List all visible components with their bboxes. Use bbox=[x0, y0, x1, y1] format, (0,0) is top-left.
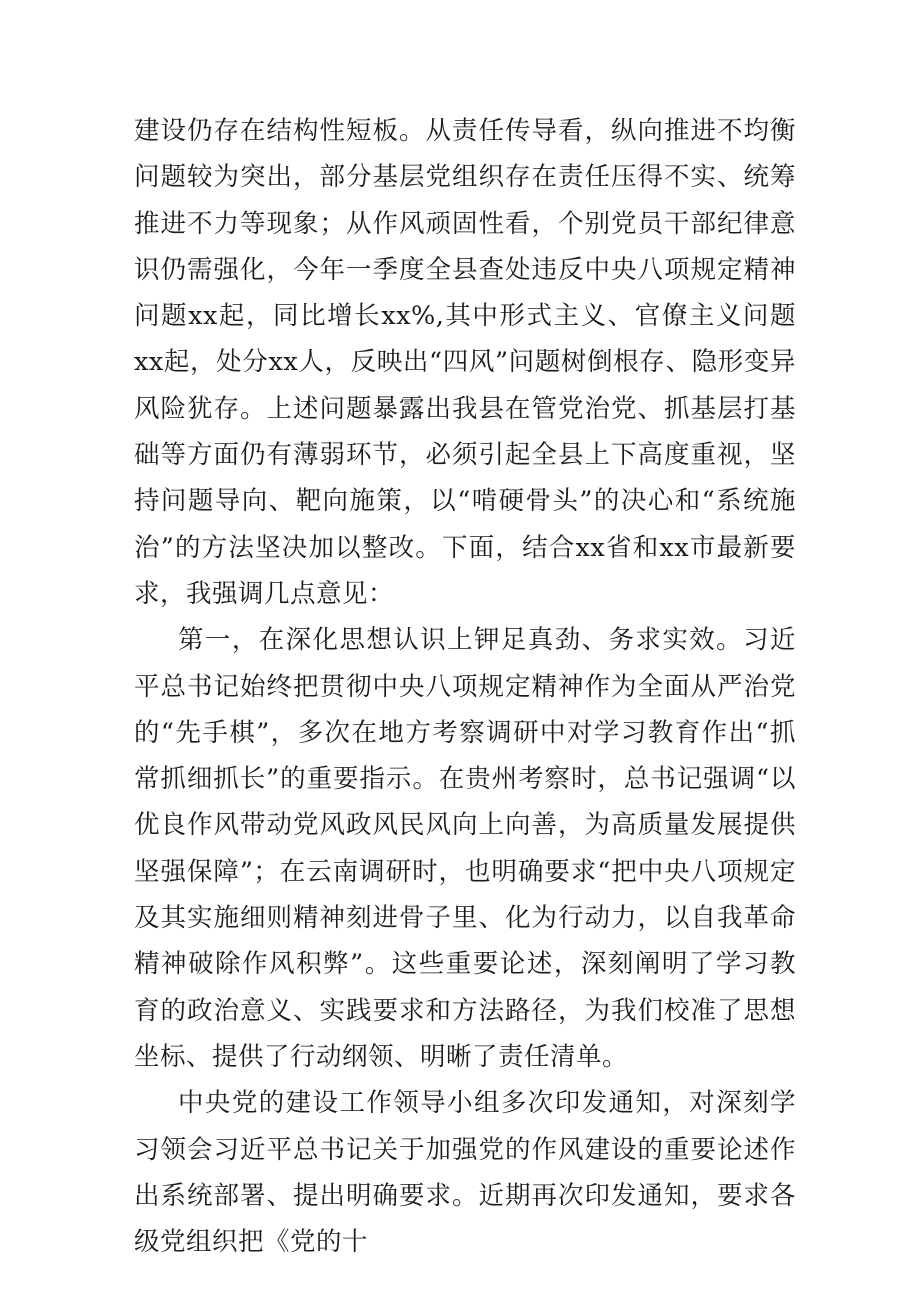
paragraph-point-one: 第一，在深化思想认识上钾足真劲、务求实效。习近平总书记始终把贯彻中央八项规定精神作为全面从严治党的“先手棋”，多次在地方考察调研中对学习教育作出“抓常抓细抓长”的重要指示。在贵州考察时，总书记强调“以优良作风带动党风政风民风向上向善，为高质量发展提供坚强保障”；在云南调研时，也明确要求“把中央八项规定及其实施细则精神刻进骨子里、化为行动力，以自我革命精神破除作风积弊”。这些重要论述，深刻阐明了学习教育的政治意义、实践要求和方法路径，为我们校准了思想坐标、提供了行动纲领、明晰了责任清单。 bbox=[134, 625, 796, 1072]
paragraph-continuation: 建设仍存在结构性短板。从责任传导看，纵向推进不均衡问题较为突出，部分基层党组织存在责任压得不实、统筹推进不力等现象；从作风顽固性看，个别党员干部纪律意识仍需强化，今年一季度全县查处违反中央八项规定精神问题xx起，同比增长xx%,其中形式主义、官僚主义问题xx起，处分xx人，反映出“四风”问题树倒根存、隐形变异风险犹存。上述问题暴露出我县在管党治党、抓基层打基础等方面仍有薄弱环节，必须引起全县上下高度重视，坚持问题导向、靶向施策，以“啃硬骨头”的决心和“系统施治”的方法坚决加以整改。下面，结合xx省和xx市最新要求，我强调几点意见： bbox=[134, 116, 796, 609]
document-body bbox=[134, 108, 796, 1265]
paragraph-central-leadership: 中央党的建设工作领导小组多次印发通知，对深刻学习领会习近平总书记关于加强党的作风建设的重要论述作出系统部署、提出明确要求。近期再次印发通知，要求各级党组织把《党的十 bbox=[134, 1088, 796, 1258]
